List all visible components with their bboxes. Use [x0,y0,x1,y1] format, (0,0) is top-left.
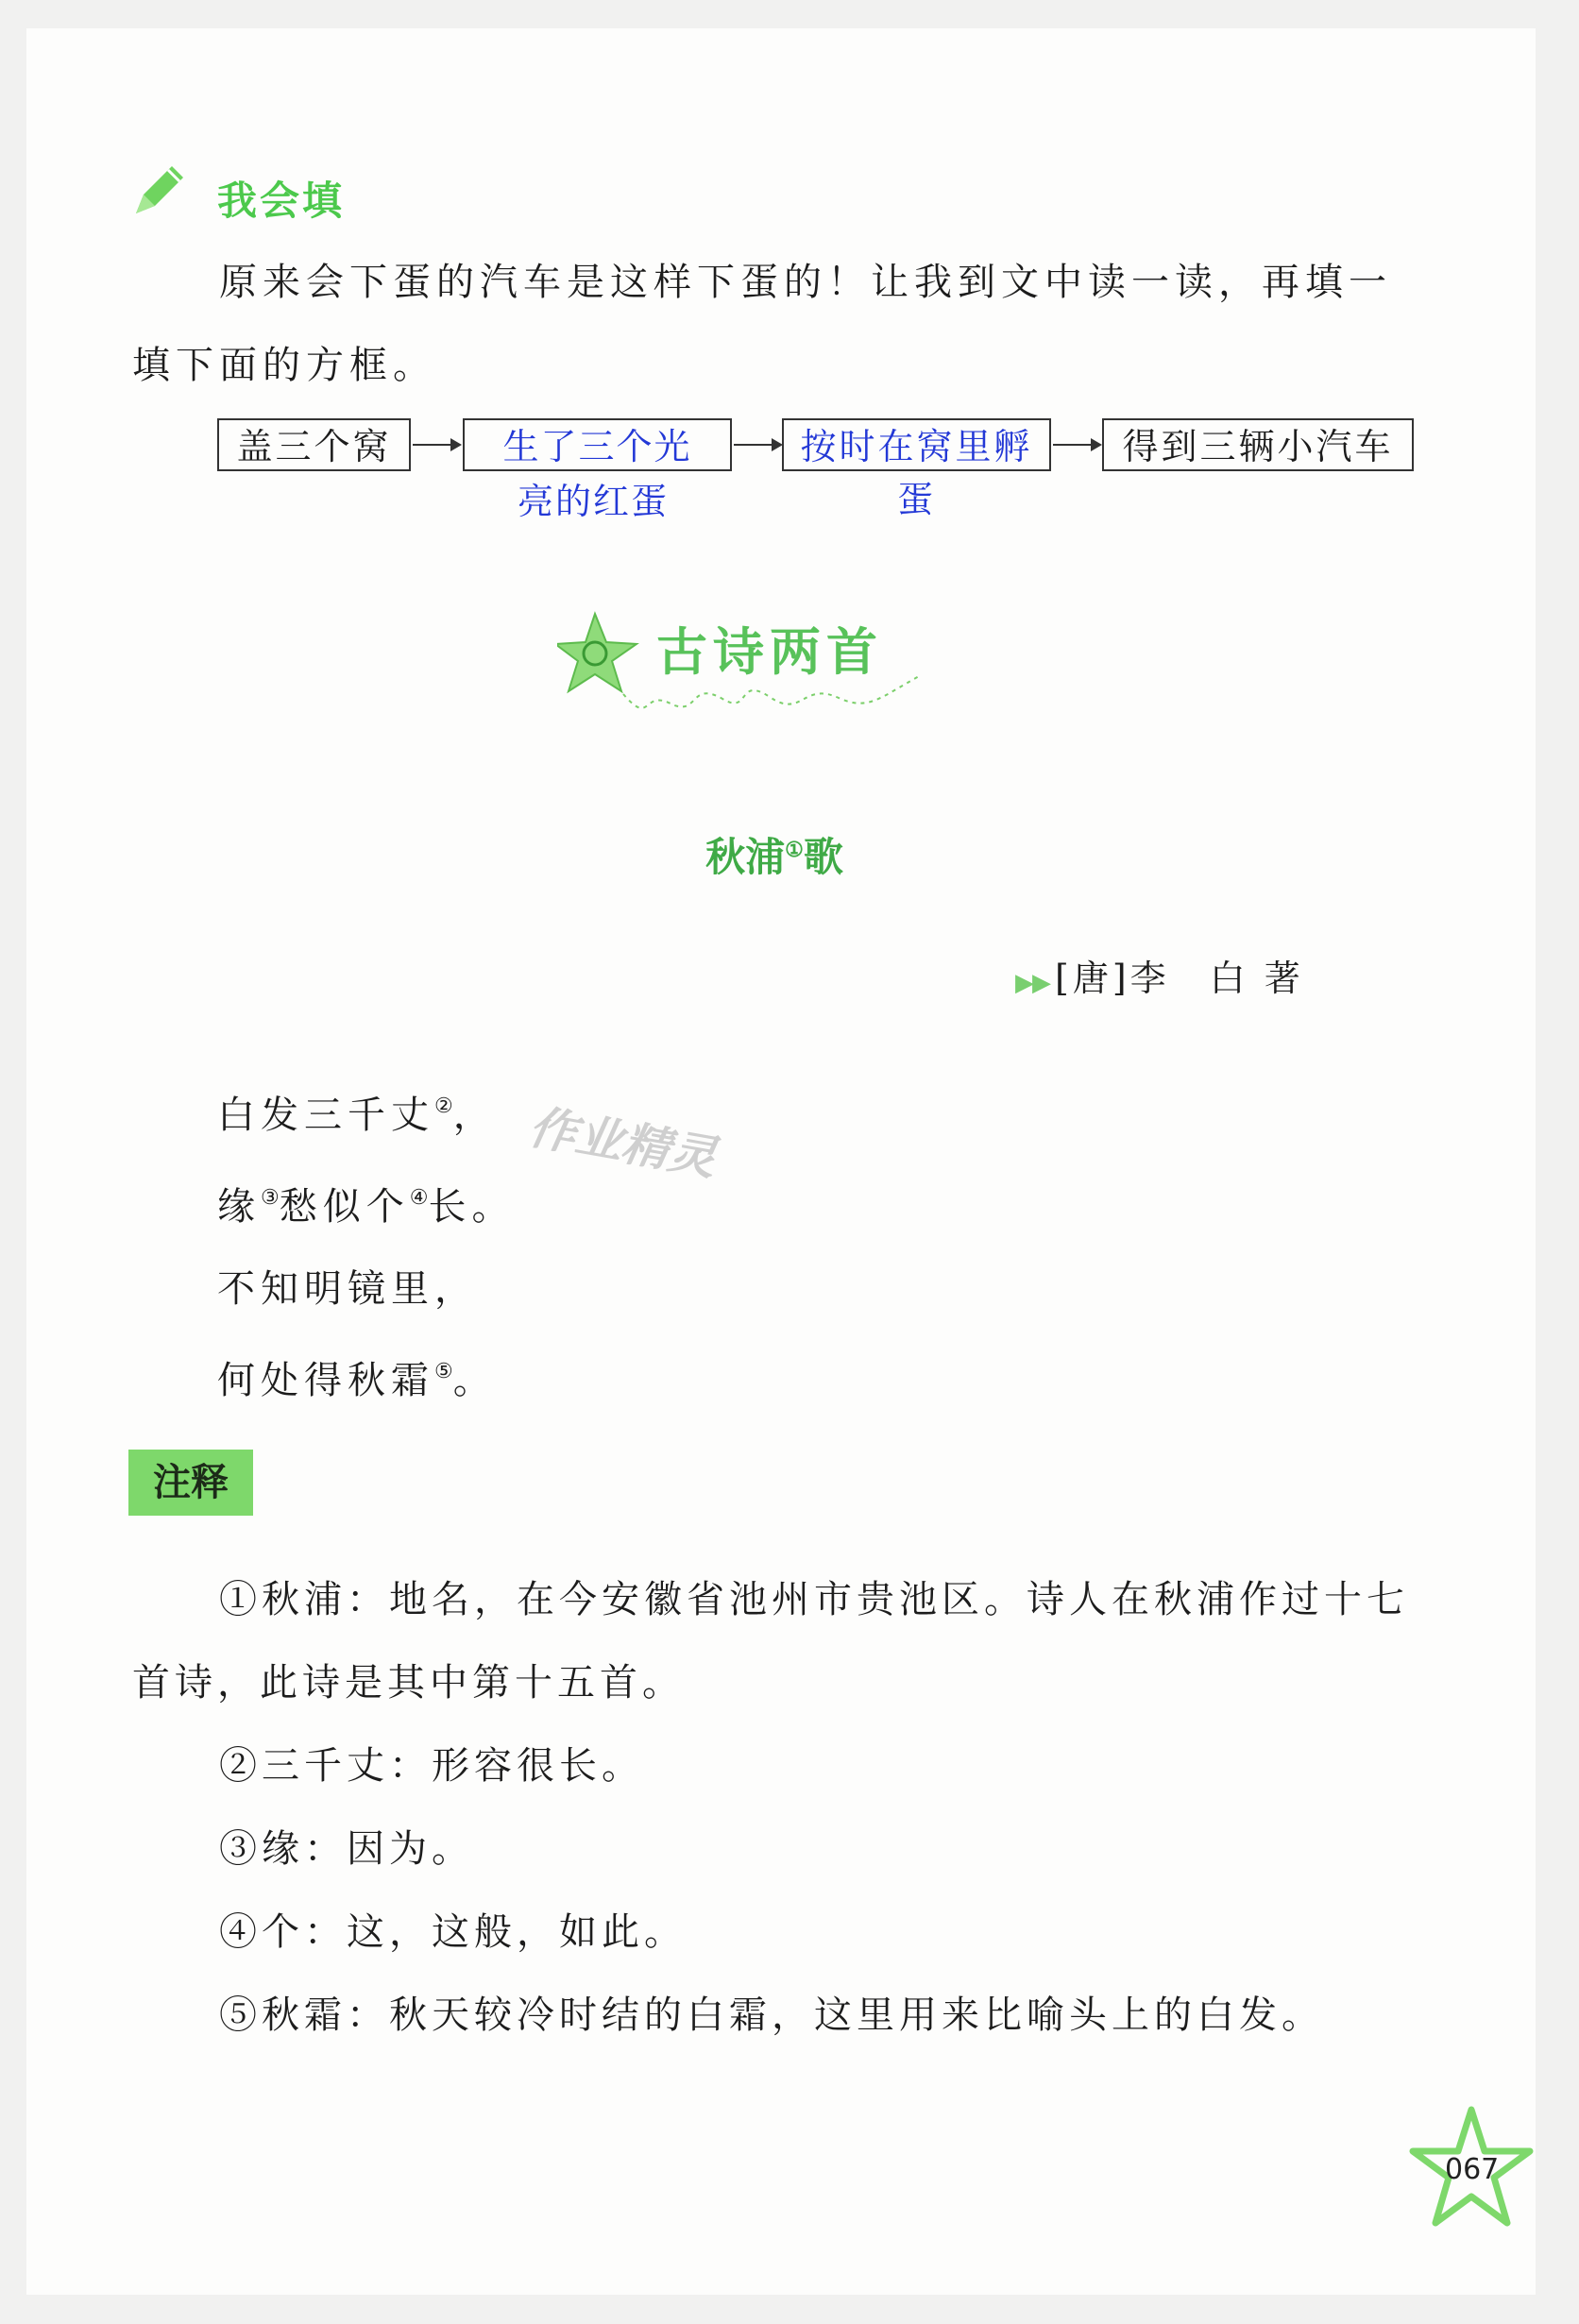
watermark: 作业精灵 [524,1099,721,1186]
poem-author: ▶▶ [唐]李 白 著 [1015,958,1304,999]
flow-arrow-1 [413,444,460,446]
flow-box-3: 按时在窝里孵蛋 [782,418,1051,471]
flow-arrow-2 [734,444,781,446]
fill-instruction: 原来会下蛋的汽车是这样下蛋的！让我到文中读一读，再填一填下面的方框。 [132,261,1392,387]
page-number: 067 [1445,2153,1500,2186]
notes-label: 注释 [128,1450,253,1516]
note-item: ④个：这，这般，如此。 [219,1910,687,1954]
flow-box-2 [463,418,732,471]
triangle-icon: ▶▶ [1015,969,1049,997]
poem-line-2: 缘③愁似个④长。 [217,1185,516,1229]
notes-list [132,1558,1417,2057]
flow-answer-2-line1: 生了三个光 [502,426,692,467]
note-item: ⑤秋霜：秋天较冷时结的白霜，这里用来比喻头上的白发。 [219,1993,1324,2037]
note-item: ②三千丈：形容很长。 [219,1744,644,1788]
flow-box-4: 得到三辆小汽车 [1102,418,1414,471]
fill-section-heading: 我会填 [217,178,346,224]
poem-body [217,1065,515,1422]
pencil-icon [130,161,189,219]
unit-title: 古诗两首 [656,622,883,682]
poem-line-3: 不知明镜里， [217,1267,478,1311]
flow-answer-2-line2: 亮的红蛋 [518,481,670,522]
note-item: ①秋浦：地名，在今安徽省池州市贵池区。诗人在秋浦作过十七首诗，此诗是其中第十五首。 [132,1578,1409,1705]
poem-line-4: 何处得秋霜⑤。 [217,1359,497,1402]
poem-title: 秋浦①歌 [705,834,843,880]
note-item: ③缘：因为。 [219,1827,474,1871]
flow-arrow-3 [1053,444,1100,446]
flow-box-1: 盖三个窝 [217,418,411,471]
poem-line-1: 白发三千丈②， [217,1094,497,1137]
